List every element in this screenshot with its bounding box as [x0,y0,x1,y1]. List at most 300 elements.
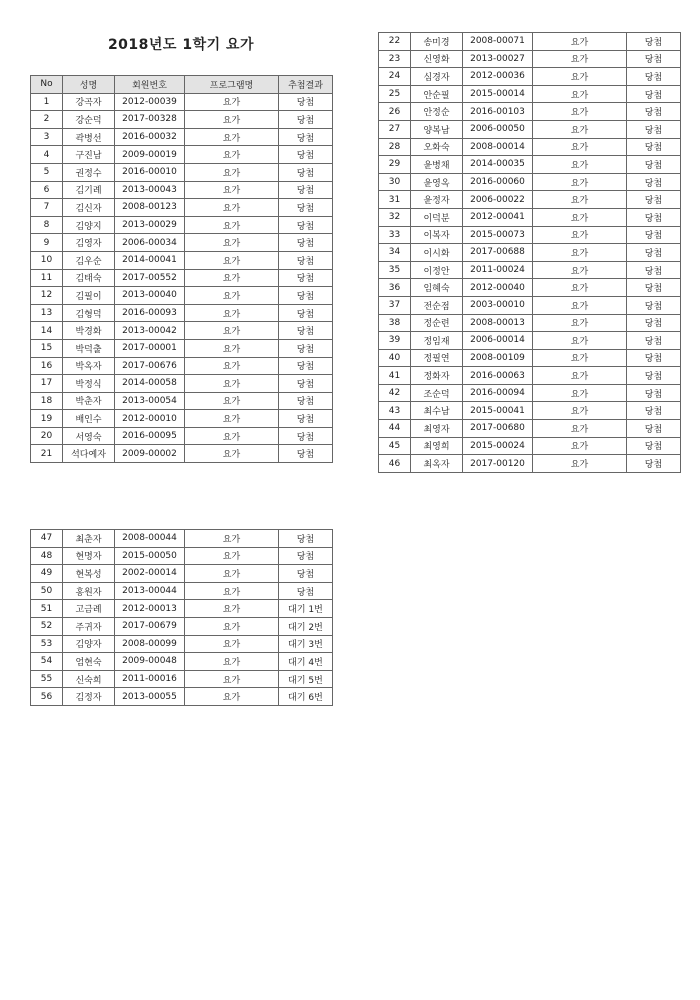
cell-name: 구진남 [63,146,115,164]
cell-result: 당첨 [627,332,681,350]
cell-name: 현복성 [63,565,115,583]
cell-result: 당첨 [627,138,681,156]
cell-program: 요가 [185,582,279,600]
table-row [31,653,333,671]
cell-program: 요가 [533,226,627,244]
table-row [31,565,333,583]
cell-no: 13 [31,304,63,322]
cell-program: 요가 [533,332,627,350]
cell-name: 석다예자 [63,445,115,463]
cell-program: 요가 [185,251,279,269]
cell-name: 윤정자 [411,191,463,209]
table-row [31,600,333,618]
cell-no: 6 [31,181,63,199]
cell-no: 33 [379,226,411,244]
cell-program: 요가 [185,181,279,199]
table-row [31,617,333,635]
table-row [379,103,681,121]
cell-program: 요가 [533,349,627,367]
cell-name: 윤병채 [411,156,463,174]
lottery-table-part-1 [30,75,333,463]
cell-program: 요가 [185,163,279,181]
cell-program: 요가 [533,244,627,262]
cell-program: 요가 [533,33,627,51]
cell-name: 최영자 [411,420,463,438]
cell-program: 요가 [533,384,627,402]
cell-result: 당첨 [279,375,333,393]
cell-member-id: 2012-00040 [463,279,533,297]
table-row [31,670,333,688]
table-row [31,322,333,340]
cell-program: 요가 [533,296,627,314]
cell-program: 요가 [185,216,279,234]
cell-no: 38 [379,314,411,332]
cell-result: 당첨 [279,163,333,181]
cell-name: 김영자 [63,234,115,252]
cell-no: 5 [31,163,63,181]
cell-name: 이정안 [411,261,463,279]
cell-program: 요가 [185,427,279,445]
cell-member-id: 2017-00328 [115,111,185,129]
cell-name: 최춘자 [63,530,115,548]
cell-name: 양복남 [411,120,463,138]
cell-result: 당첨 [279,111,333,129]
cell-name: 최영희 [411,437,463,455]
cell-member-id: 2017-00680 [463,420,533,438]
cell-program: 요가 [185,322,279,340]
cell-no: 23 [379,50,411,68]
table-row [31,269,333,287]
cell-member-id: 2015-00024 [463,437,533,455]
cell-name: 윤영옥 [411,173,463,191]
cell-no: 14 [31,322,63,340]
cell-name: 안순필 [411,85,463,103]
cell-member-id: 2015-00050 [115,547,185,565]
cell-no: 44 [379,420,411,438]
cell-name: 박덕출 [63,339,115,357]
cell-member-id: 2011-00024 [463,261,533,279]
cell-member-id: 2008-00099 [115,635,185,653]
cell-no: 52 [31,617,63,635]
cell-name: 엄현숙 [63,653,115,671]
cell-program: 요가 [185,199,279,217]
cell-member-id: 2008-00109 [463,349,533,367]
cell-no: 1 [31,93,63,111]
table-row [379,208,681,226]
cell-member-id: 2006-00014 [463,332,533,350]
cell-no: 26 [379,103,411,121]
cell-result: 당첨 [627,191,681,209]
table-row [379,420,681,438]
cell-member-id: 2012-00013 [115,600,185,618]
cell-no: 35 [379,261,411,279]
cell-program: 요가 [185,339,279,357]
cell-program: 요가 [533,68,627,86]
table-row [379,120,681,138]
cell-member-id: 2006-00022 [463,191,533,209]
cell-program: 요가 [185,530,279,548]
table-row [379,173,681,191]
table-row [31,199,333,217]
cell-result: 당첨 [279,427,333,445]
cell-member-id: 2008-00044 [115,530,185,548]
cell-result: 당첨 [279,181,333,199]
cell-name: 홍원자 [63,582,115,600]
cell-member-id: 2013-00055 [115,688,185,706]
cell-no: 55 [31,670,63,688]
cell-member-id: 2012-00039 [115,93,185,111]
cell-member-id: 2017-00688 [463,244,533,262]
cell-no: 10 [31,251,63,269]
cell-result: 당첨 [627,455,681,473]
table-row [379,349,681,367]
cell-program: 요가 [185,670,279,688]
cell-program: 요가 [533,314,627,332]
table-row [379,367,681,385]
cell-no: 32 [379,208,411,226]
cell-program: 요가 [185,128,279,146]
cell-no: 42 [379,384,411,402]
cell-program: 요가 [185,111,279,129]
cell-result: 당첨 [627,226,681,244]
cell-result: 당첨 [279,357,333,375]
cell-program: 요가 [185,547,279,565]
table-row [31,635,333,653]
cell-result: 대기 4번 [279,653,333,671]
table-row [31,357,333,375]
table-row [31,304,333,322]
cell-member-id: 2016-00094 [463,384,533,402]
cell-program: 요가 [533,50,627,68]
cell-name: 강순덕 [63,111,115,129]
cell-result: 당첨 [279,410,333,428]
cell-member-id: 2008-00014 [463,138,533,156]
table-row [31,234,333,252]
cell-name: 강곡자 [63,93,115,111]
cell-result: 당첨 [279,547,333,565]
cell-name: 정필연 [411,349,463,367]
cell-member-id: 2016-00095 [115,427,185,445]
cell-no: 39 [379,332,411,350]
cell-member-id: 2009-00002 [115,445,185,463]
cell-no: 11 [31,269,63,287]
cell-name: 김우순 [63,251,115,269]
header-result: 추첨결과 [279,76,333,94]
cell-result: 당첨 [627,68,681,86]
cell-name: 서영숙 [63,427,115,445]
cell-result: 당첨 [627,367,681,385]
cell-no: 36 [379,279,411,297]
table-row [31,111,333,129]
cell-result: 당첨 [279,93,333,111]
cell-name: 김신자 [63,199,115,217]
cell-name: 안정순 [411,103,463,121]
cell-result: 당첨 [627,33,681,51]
cell-result: 당첨 [627,85,681,103]
cell-result: 당첨 [279,582,333,600]
cell-member-id: 2015-00014 [463,85,533,103]
lottery-table-part-3 [30,529,333,706]
cell-result: 당첨 [627,349,681,367]
cell-result: 대기 1번 [279,600,333,618]
cell-result: 당첨 [627,402,681,420]
table-row [379,402,681,420]
header-program: 프로그램명 [185,76,279,94]
cell-member-id: 2017-00001 [115,339,185,357]
cell-result: 당첨 [279,304,333,322]
table-row [31,339,333,357]
table-row [379,85,681,103]
cell-name: 김기례 [63,181,115,199]
cell-name: 송미경 [411,33,463,51]
cell-no: 34 [379,244,411,262]
cell-no: 17 [31,375,63,393]
cell-no: 29 [379,156,411,174]
cell-program: 요가 [533,402,627,420]
cell-no: 40 [379,349,411,367]
table-row [31,392,333,410]
cell-result: 당첨 [279,216,333,234]
lottery-table-part-2 [378,32,681,473]
table-row [379,50,681,68]
cell-program: 요가 [185,357,279,375]
cell-program: 요가 [533,173,627,191]
table-row [31,181,333,199]
cell-name: 박경화 [63,322,115,340]
table-row [31,688,333,706]
cell-result: 당첨 [279,287,333,305]
cell-no: 24 [379,68,411,86]
table-row [379,226,681,244]
cell-member-id: 2016-00060 [463,173,533,191]
cell-result: 당첨 [627,261,681,279]
table-row [379,314,681,332]
cell-no: 12 [31,287,63,305]
cell-no: 3 [31,128,63,146]
table-row [379,191,681,209]
cell-name: 박옥자 [63,357,115,375]
cell-no: 43 [379,402,411,420]
cell-result: 당첨 [279,322,333,340]
table-row [31,427,333,445]
table-row [31,216,333,234]
cell-program: 요가 [185,93,279,111]
cell-program: 요가 [185,287,279,305]
cell-no: 53 [31,635,63,653]
cell-no: 25 [379,85,411,103]
cell-member-id: 2014-00058 [115,375,185,393]
table-row [379,68,681,86]
cell-program: 요가 [185,565,279,583]
cell-member-id: 2013-00027 [463,50,533,68]
cell-result: 당첨 [279,530,333,548]
cell-no: 8 [31,216,63,234]
cell-result: 당첨 [627,420,681,438]
table-row [31,251,333,269]
cell-program: 요가 [185,635,279,653]
cell-name: 배인수 [63,410,115,428]
cell-program: 요가 [533,191,627,209]
cell-name: 현명자 [63,547,115,565]
cell-member-id: 2016-00032 [115,128,185,146]
table-row [379,384,681,402]
cell-no: 46 [379,455,411,473]
cell-no: 47 [31,530,63,548]
cell-program: 요가 [185,617,279,635]
cell-no: 20 [31,427,63,445]
cell-name: 전순점 [411,296,463,314]
cell-result: 대기 3번 [279,635,333,653]
cell-program: 요가 [533,367,627,385]
cell-result: 당첨 [279,392,333,410]
cell-name: 최수남 [411,402,463,420]
cell-result: 대기 2번 [279,617,333,635]
cell-program: 요가 [533,455,627,473]
cell-no: 31 [379,191,411,209]
cell-member-id: 2012-00036 [463,68,533,86]
cell-result: 당첨 [279,128,333,146]
cell-no: 50 [31,582,63,600]
cell-no: 9 [31,234,63,252]
cell-no: 51 [31,600,63,618]
table-row [31,163,333,181]
cell-program: 요가 [185,234,279,252]
table-row [31,93,333,111]
cell-name: 주귀자 [63,617,115,635]
cell-program: 요가 [533,156,627,174]
cell-program: 요가 [185,445,279,463]
cell-member-id: 2009-00048 [115,653,185,671]
cell-no: 41 [379,367,411,385]
cell-name: 정화자 [411,367,463,385]
cell-member-id: 2003-00010 [463,296,533,314]
cell-member-id: 2011-00016 [115,670,185,688]
cell-result: 당첨 [627,103,681,121]
cell-program: 요가 [533,120,627,138]
cell-no: 27 [379,120,411,138]
cell-name: 최옥자 [411,455,463,473]
cell-member-id: 2016-00103 [463,103,533,121]
cell-result: 당첨 [627,173,681,191]
cell-program: 요가 [533,103,627,121]
table-row [379,244,681,262]
cell-program: 요가 [185,269,279,287]
cell-result: 당첨 [627,156,681,174]
cell-member-id: 2008-00013 [463,314,533,332]
table-row [379,156,681,174]
cell-name: 정임재 [411,332,463,350]
cell-name: 임혜숙 [411,279,463,297]
cell-no: 28 [379,138,411,156]
cell-member-id: 2012-00041 [463,208,533,226]
cell-name: 이시화 [411,244,463,262]
cell-member-id: 2017-00120 [463,455,533,473]
cell-member-id: 2013-00043 [115,181,185,199]
cell-no: 37 [379,296,411,314]
cell-result: 당첨 [627,120,681,138]
cell-result: 당첨 [627,50,681,68]
cell-name: 곽병선 [63,128,115,146]
header-member-id: 회원번호 [115,76,185,94]
table-header-row [31,76,333,94]
cell-result: 당첨 [279,445,333,463]
cell-program: 요가 [185,375,279,393]
cell-member-id: 2002-00014 [115,565,185,583]
cell-member-id: 2017-00676 [115,357,185,375]
cell-member-id: 2013-00042 [115,322,185,340]
cell-program: 요가 [185,600,279,618]
cell-member-id: 2006-00050 [463,120,533,138]
cell-name: 김필이 [63,287,115,305]
cell-name: 정순련 [411,314,463,332]
cell-member-id: 2013-00054 [115,392,185,410]
cell-result: 당첨 [279,251,333,269]
cell-member-id: 2015-00073 [463,226,533,244]
table-row [31,128,333,146]
cell-result: 당첨 [627,437,681,455]
cell-result: 당첨 [279,234,333,252]
cell-member-id: 2006-00034 [115,234,185,252]
cell-no: 56 [31,688,63,706]
cell-result: 당첨 [279,339,333,357]
table-row [31,375,333,393]
cell-no: 30 [379,173,411,191]
cell-result: 당첨 [279,565,333,583]
cell-result: 당첨 [627,384,681,402]
cell-no: 49 [31,565,63,583]
cell-program: 요가 [185,688,279,706]
cell-name: 고금례 [63,600,115,618]
cell-result: 당첨 [627,279,681,297]
cell-no: 22 [379,33,411,51]
cell-no: 15 [31,339,63,357]
cell-program: 요가 [185,304,279,322]
table-row [379,138,681,156]
cell-no: 18 [31,392,63,410]
cell-member-id: 2013-00029 [115,216,185,234]
cell-name: 권정수 [63,163,115,181]
cell-member-id: 2017-00679 [115,617,185,635]
cell-program: 요가 [533,85,627,103]
table-row [31,146,333,164]
cell-name: 김양지 [63,216,115,234]
cell-name: 김정자 [63,688,115,706]
cell-name: 이복자 [411,226,463,244]
cell-member-id: 2016-00093 [115,304,185,322]
cell-no: 4 [31,146,63,164]
cell-no: 48 [31,547,63,565]
cell-name: 신숙희 [63,670,115,688]
cell-result: 당첨 [279,269,333,287]
header-name: 성명 [63,76,115,94]
cell-result: 당첨 [627,314,681,332]
cell-no: 16 [31,357,63,375]
cell-member-id: 2013-00044 [115,582,185,600]
cell-name: 신영화 [411,50,463,68]
cell-result: 당첨 [279,146,333,164]
cell-name: 조순덕 [411,384,463,402]
table-row [31,547,333,565]
table-row [379,261,681,279]
cell-name: 박정식 [63,375,115,393]
table-row [379,455,681,473]
cell-name: 오화숙 [411,138,463,156]
table-row [379,33,681,51]
cell-program: 요가 [533,420,627,438]
cell-member-id: 2013-00040 [115,287,185,305]
cell-member-id: 2017-00552 [115,269,185,287]
cell-member-id: 2014-00041 [115,251,185,269]
